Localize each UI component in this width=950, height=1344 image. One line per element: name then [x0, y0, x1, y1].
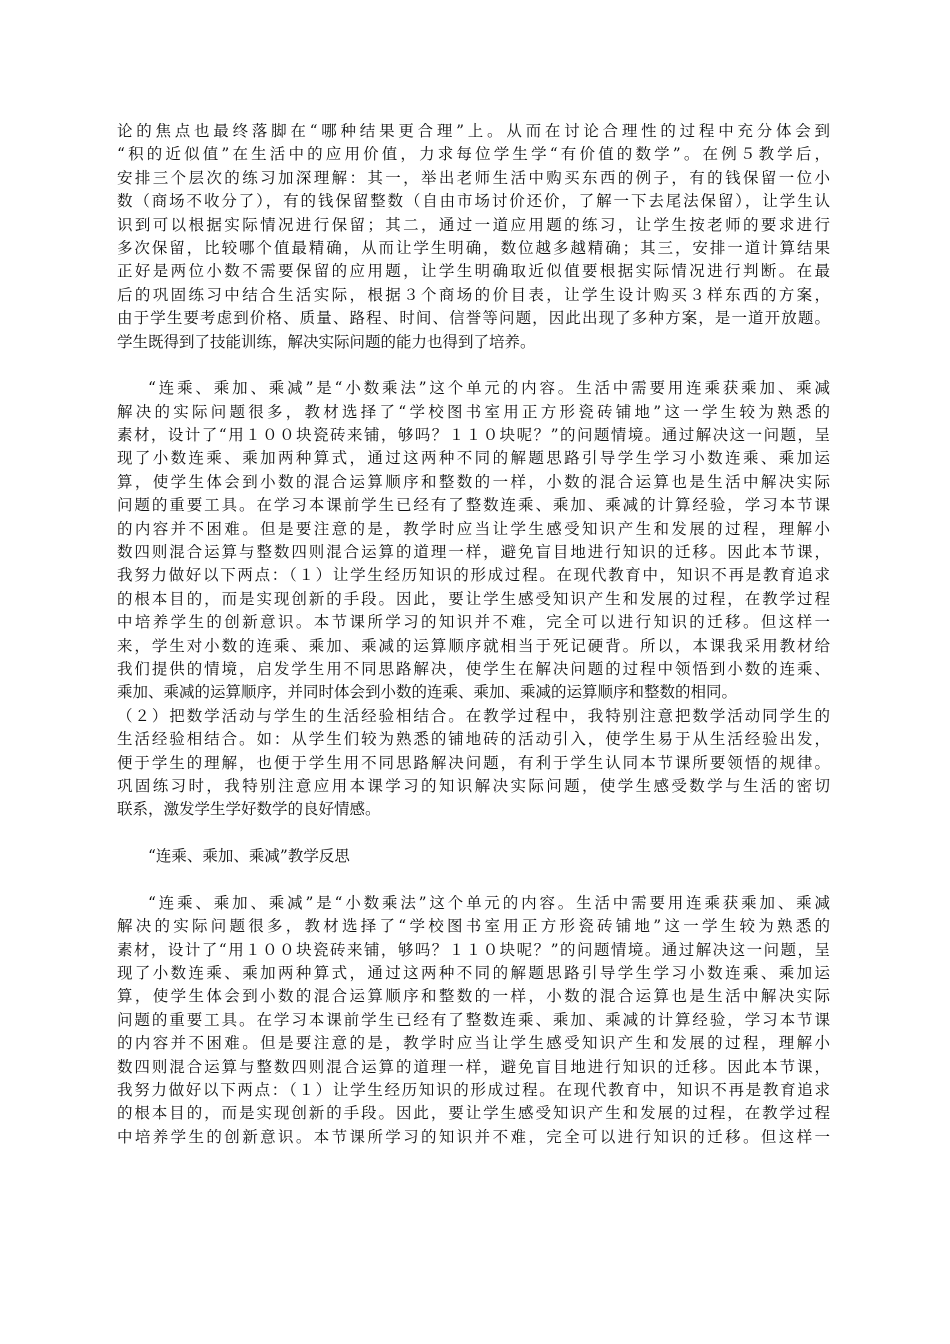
text-line: 来，学生对小数的连乘、乘加、乘减的运算顺序就相当于死记硬背。所以，本课我采用教材给	[117, 636, 830, 655]
text-line: 问题的重要工具。在学习本课前学生已经有了整数连乘、乘加、乘减的计算经验，学习本节课	[117, 1010, 830, 1029]
text-line: 问题的重要工具。在学习本课前学生已经有了整数连乘、乘加、乘减的计算经验，学习本节课	[117, 496, 830, 515]
text-line: 中培养学生的创新意识。本节课所学习的知识并不难，完全可以进行知识的迁移。但这样一	[117, 1127, 830, 1146]
text-line: 我努力做好以下两点：（１）让学生经历知识的形成过程。在现代教育中，知识不再是教育追求	[117, 566, 830, 585]
text-line: 识到可以根据实际情况进行保留；其二，通过一道应用题的练习，让学生按老师的要求进行	[117, 215, 830, 234]
text-line: 便于学生的理解，也便于学生用不同思路解决问题，有利于学生认同本节课所要领悟的规律。	[117, 753, 830, 772]
text-line: 数四则混合运算与整数四则混合运算的道理一样，避免盲目地进行知识的迁移。因此本节课，	[117, 543, 830, 562]
text-line: 解决的实际问题很多，教材选择了“学校图书室用正方形瓷砖铺地”这一学生较为熟悉的	[117, 402, 830, 421]
document-body	[117, 120, 830, 1149]
text-line: 算，使学生体会到小数的混合运算顺序和整数的一样，小数的混合运算也是生活中解决实际	[117, 987, 830, 1006]
text-line: 数（商场不收分了），有的钱保留整数（自由市场讨价还价，了解一下去尾法保留），让学生认	[117, 192, 830, 211]
text-line: 学生既得到了技能训练，解决实际问题的能力也得到了培养。	[117, 332, 536, 351]
text-line: 数四则混合运算与整数四则混合运算的道理一样，避免盲目地进行知识的迁移。因此本节课，	[117, 1057, 830, 1076]
text-line: 我努力做好以下两点：（１）让学生经历知识的形成过程。在现代教育中，知识不再是教育追求	[117, 1081, 830, 1100]
text-line: 乘加、乘减的运算顺序，并同时体会到小数的连乘、乘加、乘减的运算顺序和整数的相同。	[117, 683, 738, 702]
paragraph-spacer	[117, 822, 830, 845]
text-line: 多次保留，比较哪个值最精确，从而让学生明确，数位越多越精确；其三，安排一道计算结果	[117, 238, 830, 257]
heading-text: “连乘、乘加、乘减”教学反思	[148, 847, 350, 866]
text-line: 安排三个层次的练习加深理解：其一，举出老师生活中购买东西的例子，有的钱保留一位小	[117, 168, 830, 187]
text-line: 现了小数连乘、乘加两种算式，通过这两种不同的解题思路引导学生学习小数连乘、乘加运	[117, 964, 830, 983]
text-line: “积的近似值”在生活中的应用价值，力求每位学生学“有价值的数学”。在例５教学后，	[117, 145, 830, 164]
text-line: 我们提供的情境，启发学生用不同思路解决，使学生在解决问题的过程中领悟到小数的连乘、	[117, 659, 830, 678]
text-line: 论的焦点也最终落脚在“哪种结果更合理”上。从而在讨论合理性的过程中充分体会到	[117, 122, 830, 140]
text-line: （２）把数学活动与学生的生活经验相结合。在教学过程中，我特别注意把数学活动同学生的	[117, 706, 830, 725]
paragraph	[117, 120, 830, 354]
text-line: 的内容并不困难。但是要注意的是，教学时应当让学生感受知识产生和发展的过程，理解小	[117, 519, 830, 538]
text-line: 素材，设计了“用１００块瓷砖来铺，够吗？１１０块呢？”的问题情境。通过解决这一问题，呈	[117, 940, 830, 959]
paragraph-spacer	[117, 869, 830, 892]
paragraph	[117, 377, 830, 821]
text-line: 生活经验相结合。如：从学生们较为熟悉的铺地砖的活动引入，使学生易于从生活经验出发，	[117, 730, 830, 749]
text-line: 正好是两位小数不需要保留的应用题，让学生明确取近似值要根据实际情况进行判断。在最	[117, 262, 830, 281]
text-line: 联系，激发学生学好数学的良好情感。	[117, 800, 381, 819]
paragraph	[117, 892, 830, 1149]
text-line: “连乘、乘加、乘减”是“小数乘法”这个单元的内容。生活中需要用连乘获乘加、乘减	[148, 379, 830, 398]
text-line: 后的巩固练习中结合生活实际，根据３个商场的价目表，让学生设计购买３样东西的方案，	[117, 285, 830, 304]
text-line: 算，使学生体会到小数的混合运算顺序和整数的一样，小数的混合运算也是生活中解决实际	[117, 472, 830, 491]
text-line: 的根本目的，而是实现创新的手段。因此，要让学生感受知识产生和发展的过程，在教学过程	[117, 1104, 830, 1123]
paragraph-spacer	[117, 354, 830, 377]
section-heading	[117, 845, 830, 868]
text-line: “连乘、乘加、乘减”是“小数乘法”这个单元的内容。生活中需要用连乘获乘加、乘减	[148, 893, 830, 912]
text-line: 的根本目的，而是实现创新的手段。因此，要让学生感受知识产生和发展的过程，在教学过程	[117, 589, 830, 608]
text-line: 解决的实际问题很多，教材选择了“学校图书室用正方形瓷砖铺地”这一学生较为熟悉的	[117, 917, 830, 936]
text-line: 中培养学生的创新意识。本节课所学习的知识并不难，完全可以进行知识的迁移。但这样一	[117, 613, 830, 632]
text-line: 的内容并不困难。但是要注意的是，教学时应当让学生感受知识产生和发展的过程，理解小	[117, 1034, 830, 1053]
text-line: 由于学生要考虑到价格、质量、路程、时间、信誉等问题，因此出现了多种方案，是一道开放题。	[117, 309, 830, 328]
text-line: 素材，设计了“用１００块瓷砖来铺，够吗？１１０块呢？”的问题情境。通过解决这一问题，呈	[117, 426, 830, 445]
text-line: 巩固练习时，我特别注意应用本课学习的知识解决实际问题，使学生感受数学与生活的密切	[117, 776, 830, 795]
text-line: 现了小数连乘、乘加两种算式，通过这两种不同的解题思路引导学生学习小数连乘、乘加运	[117, 449, 830, 468]
